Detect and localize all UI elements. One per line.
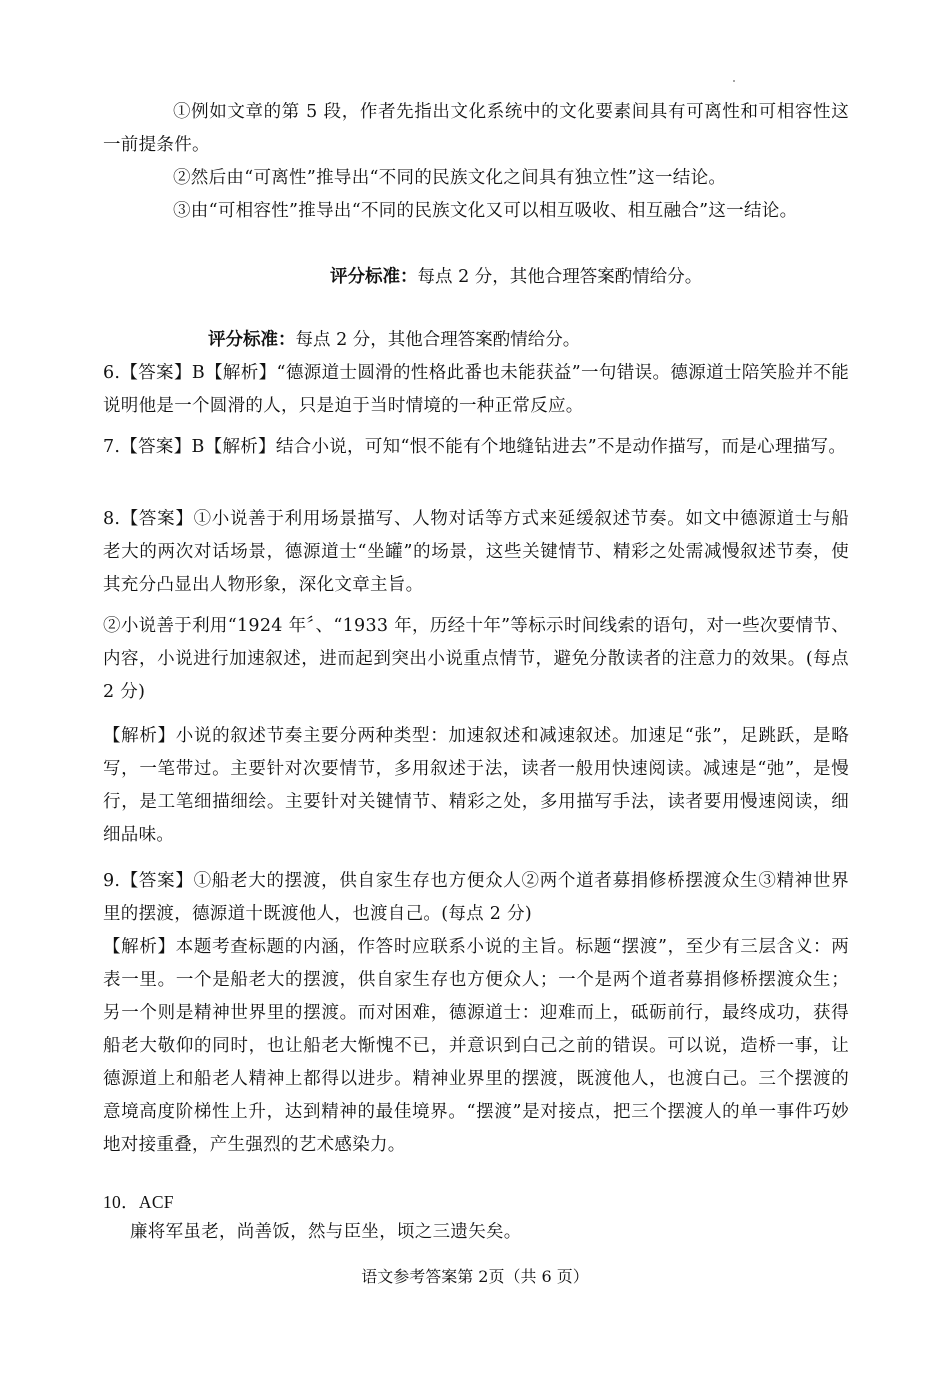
scoring-label: 评分标准：: [208, 330, 296, 350]
scoring-text: 每点 2 分，其他合理答案酌情给分。: [417, 267, 703, 287]
answer-q7: 7.【答案】B【解析】结合小说，可知“恨不能有个地缝钻进去”不是动作描写，而是心理描写。: [103, 437, 847, 457]
scoring-label: 评分标准：: [330, 267, 418, 287]
answer-q10: 10．ACF: [103, 1192, 174, 1212]
paragraph-point-3: ③由“可相容性”推导出“不同的民族文化又可以相互吸收、相互融合”这一结论。: [173, 201, 798, 221]
answer-q6: 6.【答案】B【解析】“德源道士圆滑的性格此番也未能获益”一句错误。德源道士陪笑脸并不能说明他是一个圆滑的人，只是迫于当时情境的一种正常反应。: [103, 363, 849, 416]
answer-q8-point-2: ②小说善于利用“1924 年〞、“1933 年，历经十年”等标示时间线索的语句，对一些次要情节、内容，小说进行加速叙述，进而起到突出小说重点情节，避免分散读者的注意力的效果。(每点 2 分): [103, 616, 849, 702]
analysis-q8: 【解析】小说的叙述节奏主要分两种类型：加速叙述和减速叙述。加速足“张”，足跳跃，是略写，一笔带过。主要针对次要情节，多用叙述于法，读者一般用快速阅读。减速是“弛”，是慢行，是工笔细描细绘。主要针对关键情节、精彩之处，多用描写手法，读者要用慢速阅读，细细品味。: [103, 726, 849, 845]
analysis-q9: 【解析】本题考查标题的内涵，作答时应联系小说的主旨。标题“摆渡”，至少有三层含义：两表一里。一个是船老大的摆渡，供自家生存也方便众人；一个是两个道者募捐修桥摆渡众生；另一个则是精神世界里的摆渡。而对困难，德源道士：迎难而上，砥砺前行，最终成功，获得船老大敬仰的同时，也让船老大惭愧不已，并意识到白己之前的错误。可以说，造桥一事，让德源道上和船老人精神上都得以进步。精神业界里的摆渡，既渡他人，也渡白己。三个摆渡的意境高度阶梯性上升，达到精神的最佳境界。“摆渡”是对接点，把三个摆渡人的单一事件巧妙地对接重叠，产生强烈的艺术感染力。: [103, 937, 849, 1155]
paragraph-point-2: ②然后由“可离性”推导出“不同的民族文化之间具有独立性”这一结论。: [173, 168, 727, 188]
answer-q9: 9.【答案】①船老大的摆渡，供自家生存也方便众人②两个道者募捐修桥摆渡众生③精神世界里的摆渡，德源道十既渡他人，也渡自己。(每点 2 分): [103, 871, 849, 924]
paragraph-point-1: ①例如文章的第 5 段，作者先指出文化系统中的文化要素间具有可离性和可相容性这一前提条件。: [103, 102, 849, 155]
page-footer: 语文参考答案第 2页（共 6 页）: [361, 1267, 589, 1286]
scoring-text: 每点 2 分，其他合理答案酌情给分。: [295, 330, 581, 350]
answer-q10-quote: 廉将军虽老，尚善饭，然与臣坐，顷之三遗矢矣。: [130, 1222, 522, 1242]
answer-q8: 8.【答案】①小说善于利用场景描写、人物对话等方式来延缓叙述节奏。如文中德源道士与船老大的两次对话场景，德源道士“坐罐”的场景，这些关键情节、精彩之处需减慢叙述节奏，使其充分凸显出人物形象，深化文章主旨。: [103, 509, 849, 595]
scoring-criteria-1: [330, 261, 702, 294]
scoring-criteria-2: [208, 324, 580, 357]
speck-mark: [733, 80, 735, 82]
